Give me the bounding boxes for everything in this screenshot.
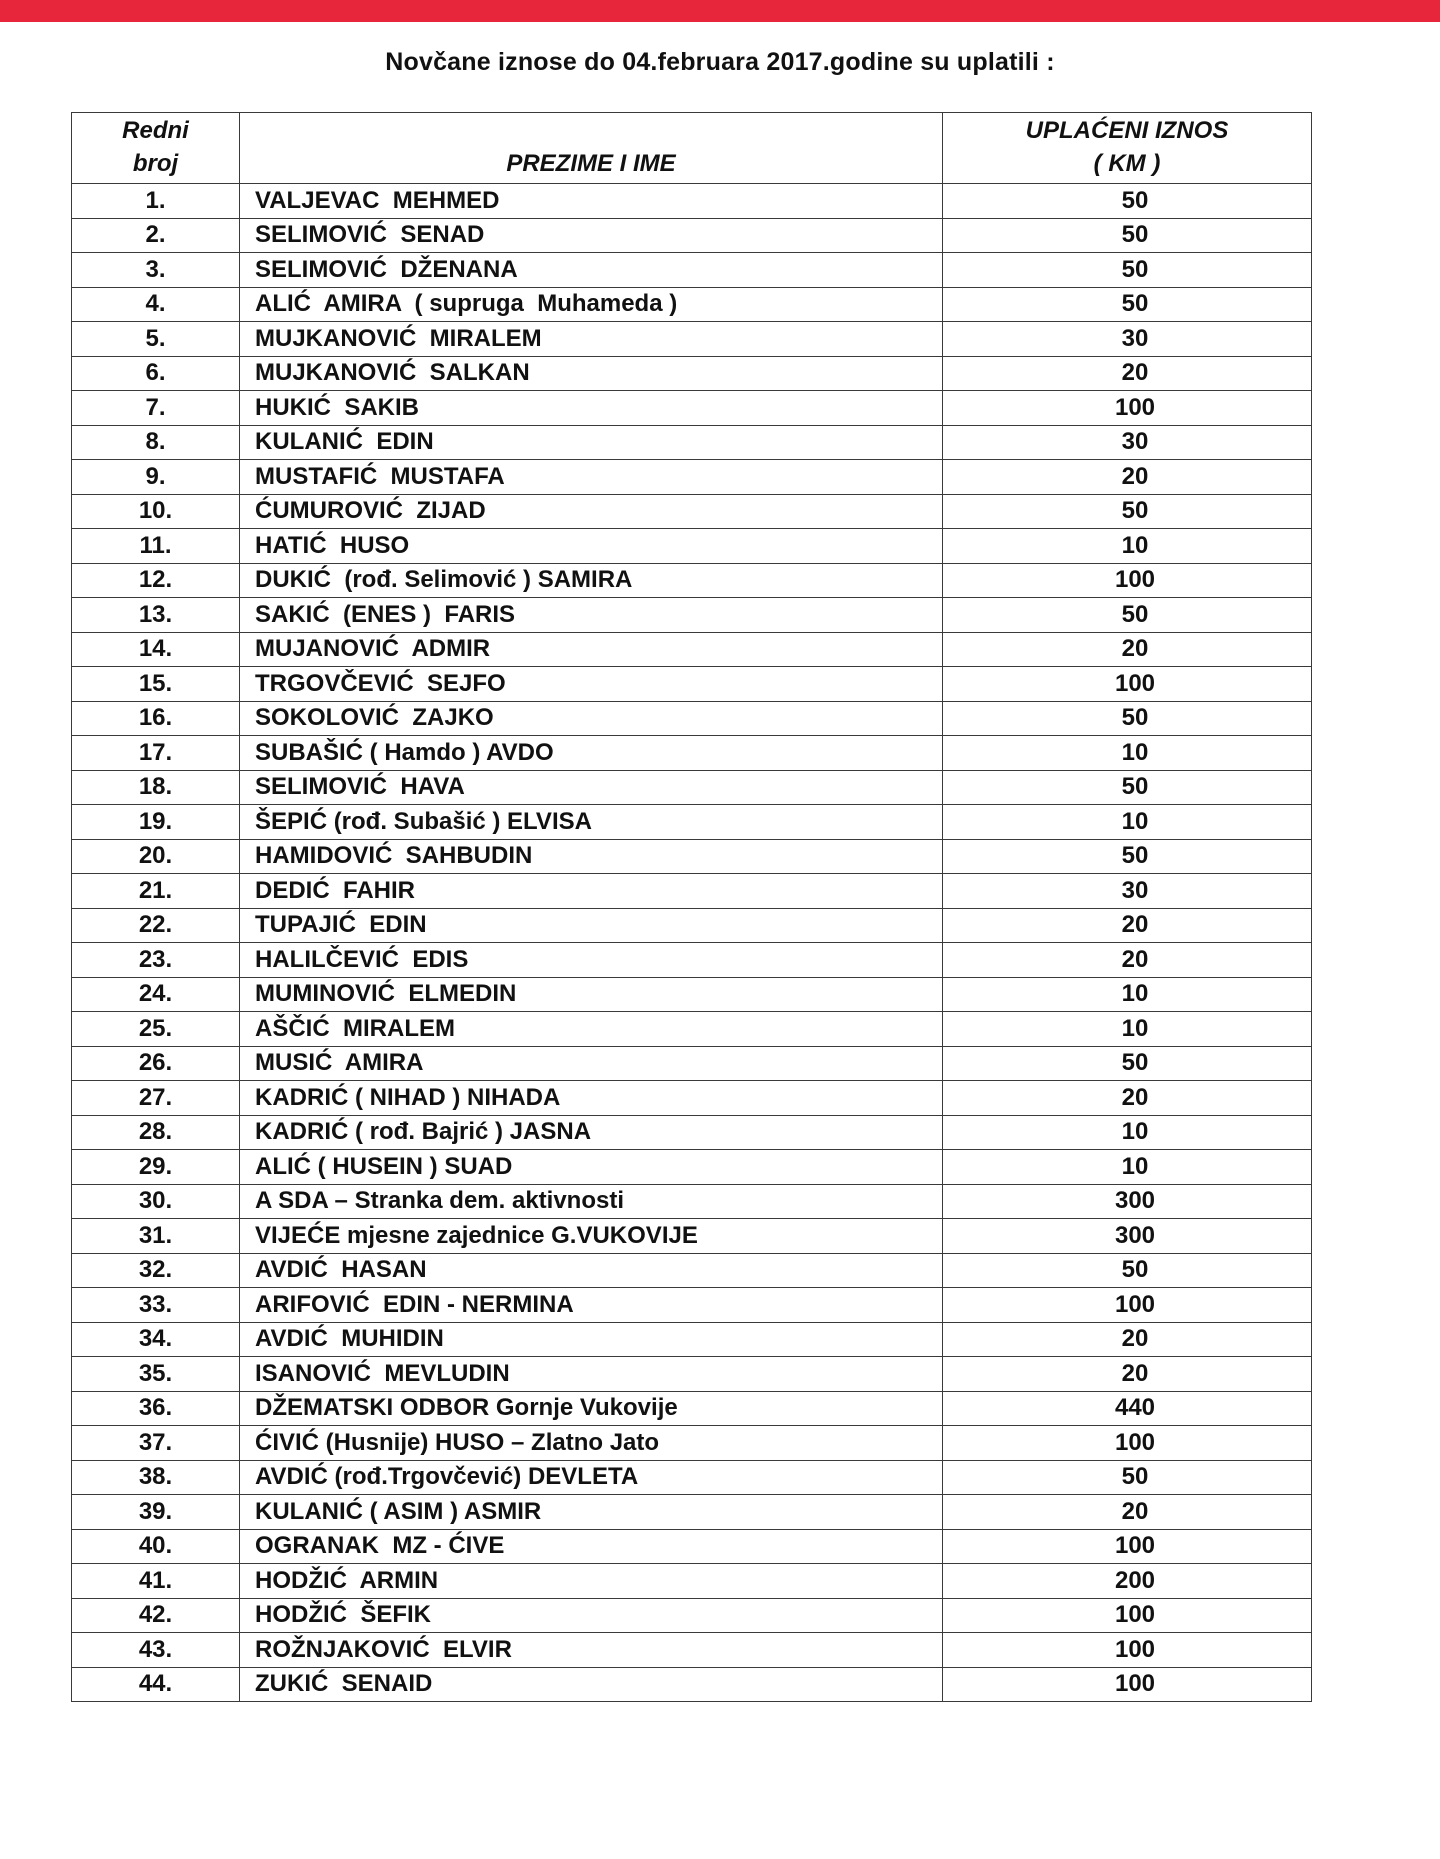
header-amount — [943, 113, 1312, 184]
row-number: 40. — [72, 1529, 240, 1564]
row-number: 44. — [72, 1667, 240, 1702]
table-row — [72, 218, 1312, 253]
row-number: 5. — [72, 322, 240, 357]
row-number: 34. — [72, 1322, 240, 1357]
donor-name: MUJKANOVIĆ MIRALEM — [240, 322, 943, 357]
row-number: 42. — [72, 1598, 240, 1633]
donor-name: MUJANOVIĆ ADMIR — [240, 632, 943, 667]
row-number: 6. — [72, 356, 240, 391]
donor-name: KADRIĆ ( rođ. Bajrić ) JASNA — [240, 1115, 943, 1150]
donation-amount: 30 — [943, 874, 1312, 909]
table-row — [72, 1529, 1312, 1564]
table-row — [72, 1012, 1312, 1047]
donation-amount: 50 — [943, 839, 1312, 874]
table-row — [72, 1150, 1312, 1185]
donor-name: ĆIVIĆ (Husnije) HUSO – Zlatno Jato — [240, 1426, 943, 1461]
top-red-band — [0, 0, 1440, 22]
donation-amount: 50 — [943, 598, 1312, 633]
header-name-label: PREZIME I IME — [506, 150, 676, 177]
donation-amount: 30 — [943, 322, 1312, 357]
row-number: 38. — [72, 1460, 240, 1495]
row-number: 3. — [72, 253, 240, 288]
donor-name: SUBAŠIĆ ( Hamdo ) AVDO — [240, 736, 943, 771]
row-number: 18. — [72, 770, 240, 805]
donations-table — [71, 112, 1312, 1702]
donor-name: ĆUMUROVIĆ ZIJAD — [240, 494, 943, 529]
donation-amount: 20 — [943, 1081, 1312, 1116]
table-row — [72, 1564, 1312, 1599]
row-number: 8. — [72, 425, 240, 460]
donor-name: AVDIĆ HASAN — [240, 1253, 943, 1288]
donor-name: DEDIĆ FAHIR — [240, 874, 943, 909]
table-row — [72, 460, 1312, 495]
table-row — [72, 184, 1312, 219]
row-number: 28. — [72, 1115, 240, 1150]
donor-name: AVDIĆ (rođ.Trgovčević) DEVLETA — [240, 1460, 943, 1495]
table-row — [72, 1219, 1312, 1254]
donation-amount: 200 — [943, 1564, 1312, 1599]
row-number: 33. — [72, 1288, 240, 1323]
donor-name: DŽEMATSKI ODBOR Gornje Vukovije — [240, 1391, 943, 1426]
donor-name: SELIMOVIĆ HAVA — [240, 770, 943, 805]
table-row — [72, 529, 1312, 564]
row-number: 1. — [72, 184, 240, 219]
table-row — [72, 287, 1312, 322]
donation-amount: 100 — [943, 1426, 1312, 1461]
donation-amount: 50 — [943, 253, 1312, 288]
donor-name: MUJKANOVIĆ SALKAN — [240, 356, 943, 391]
donation-amount: 100 — [943, 1598, 1312, 1633]
table-row — [72, 391, 1312, 426]
donation-amount: 50 — [943, 1046, 1312, 1081]
donor-name: ALIĆ ( HUSEIN ) SUAD — [240, 1150, 943, 1185]
donation-amount: 300 — [943, 1184, 1312, 1219]
donation-amount: 50 — [943, 184, 1312, 219]
donation-amount: 10 — [943, 1012, 1312, 1047]
row-number: 25. — [72, 1012, 240, 1047]
table-row — [72, 977, 1312, 1012]
table-row — [72, 1115, 1312, 1150]
donor-name: KULANIĆ EDIN — [240, 425, 943, 460]
donation-amount: 10 — [943, 1150, 1312, 1185]
donation-amount: 20 — [943, 356, 1312, 391]
table-row — [72, 943, 1312, 978]
table-row — [72, 839, 1312, 874]
table-row — [72, 1322, 1312, 1357]
table-row — [72, 805, 1312, 840]
row-number: 22. — [72, 908, 240, 943]
donor-name: SAKIĆ (ENES ) FARIS — [240, 598, 943, 633]
donor-name: KADRIĆ ( NIHAD ) NIHADA — [240, 1081, 943, 1116]
donation-amount: 50 — [943, 701, 1312, 736]
row-number: 29. — [72, 1150, 240, 1185]
donation-amount: 20 — [943, 908, 1312, 943]
donation-amount: 50 — [943, 1253, 1312, 1288]
donation-amount: 100 — [943, 1288, 1312, 1323]
donor-name: MUSTAFIĆ MUSTAFA — [240, 460, 943, 495]
donor-name: ŠEPIĆ (rođ. Subašić ) ELVISA — [240, 805, 943, 840]
table-row — [72, 563, 1312, 598]
row-number: 13. — [72, 598, 240, 633]
donor-name: KULANIĆ ( ASIM ) ASMIR — [240, 1495, 943, 1530]
row-number: 7. — [72, 391, 240, 426]
table-row — [72, 1046, 1312, 1081]
header-ordinal-line1: Redni — [122, 117, 189, 144]
donation-amount: 50 — [943, 770, 1312, 805]
header-amount-line1: UPLAĆENI IZNOS — [1025, 117, 1229, 144]
row-number: 20. — [72, 839, 240, 874]
row-number: 37. — [72, 1426, 240, 1461]
donor-name: ISANOVIĆ MEVLUDIN — [240, 1357, 943, 1392]
donor-name: MUSIĆ AMIRA — [240, 1046, 943, 1081]
donor-name: AVDIĆ MUHIDIN — [240, 1322, 943, 1357]
table-row — [72, 667, 1312, 702]
row-number: 39. — [72, 1495, 240, 1530]
table-row — [72, 701, 1312, 736]
donor-name: TRGOVČEVIĆ SEJFO — [240, 667, 943, 702]
table-row — [72, 1357, 1312, 1392]
table-row — [72, 1598, 1312, 1633]
donation-amount: 10 — [943, 529, 1312, 564]
table-row — [72, 632, 1312, 667]
donor-name: VALJEVAC MEHMED — [240, 184, 943, 219]
row-number: 21. — [72, 874, 240, 909]
donor-name: ARIFOVIĆ EDIN - NERMINA — [240, 1288, 943, 1323]
donation-amount: 10 — [943, 1115, 1312, 1150]
donation-amount: 100 — [943, 391, 1312, 426]
table-row — [72, 1667, 1312, 1702]
row-number: 17. — [72, 736, 240, 771]
table-row — [72, 736, 1312, 771]
donation-amount: 20 — [943, 1357, 1312, 1392]
donation-amount: 50 — [943, 287, 1312, 322]
row-number: 26. — [72, 1046, 240, 1081]
donor-name: ROŽNJAKOVIĆ ELVIR — [240, 1633, 943, 1668]
table-row — [72, 908, 1312, 943]
donor-name: DUKIĆ (rođ. Selimović ) SAMIRA — [240, 563, 943, 598]
donation-amount: 20 — [943, 460, 1312, 495]
donor-name: HAMIDOVIĆ SAHBUDIN — [240, 839, 943, 874]
donation-amount: 20 — [943, 1322, 1312, 1357]
row-number: 36. — [72, 1391, 240, 1426]
table-row — [72, 1184, 1312, 1219]
donor-name: SOKOLOVIĆ ZAJKO — [240, 701, 943, 736]
table-row — [72, 1081, 1312, 1116]
table-row — [72, 1460, 1312, 1495]
donation-amount: 30 — [943, 425, 1312, 460]
row-number: 30. — [72, 1184, 240, 1219]
donation-amount: 50 — [943, 1460, 1312, 1495]
donation-amount: 20 — [943, 943, 1312, 978]
donor-name: HATIĆ HUSO — [240, 529, 943, 564]
row-number: 27. — [72, 1081, 240, 1116]
table-row — [72, 425, 1312, 460]
row-number: 35. — [72, 1357, 240, 1392]
page-title: Novčane iznose do 04.februara 2017.godine su uplatili : — [385, 48, 1055, 76]
row-number: 10. — [72, 494, 240, 529]
table-row — [72, 598, 1312, 633]
donation-amount: 100 — [943, 667, 1312, 702]
header-ordinal — [72, 113, 240, 184]
donor-name: OGRANAK MZ - ĆIVE — [240, 1529, 943, 1564]
table-row — [72, 770, 1312, 805]
donation-amount: 50 — [943, 494, 1312, 529]
donor-name: HUKIĆ SAKIB — [240, 391, 943, 426]
table-row — [72, 1288, 1312, 1323]
table-row — [72, 494, 1312, 529]
donor-name: SELIMOVIĆ DŽENANA — [240, 253, 943, 288]
row-number: 16. — [72, 701, 240, 736]
donor-name: TUPAJIĆ EDIN — [240, 908, 943, 943]
donor-name: HALILČEVIĆ EDIS — [240, 943, 943, 978]
row-number: 32. — [72, 1253, 240, 1288]
donor-name: HODŽIĆ ARMIN — [240, 1564, 943, 1599]
row-number: 11. — [72, 529, 240, 564]
row-number: 43. — [72, 1633, 240, 1668]
donation-amount: 440 — [943, 1391, 1312, 1426]
row-number: 14. — [72, 632, 240, 667]
donation-amount: 10 — [943, 736, 1312, 771]
donation-amount: 100 — [943, 1529, 1312, 1564]
row-number: 9. — [72, 460, 240, 495]
header-name — [240, 113, 943, 184]
row-number: 23. — [72, 943, 240, 978]
table-row — [72, 322, 1312, 357]
header-ordinal-line2: broj — [132, 150, 179, 177]
donor-name: MUMINOVIĆ ELMEDIN — [240, 977, 943, 1012]
table-row — [72, 1426, 1312, 1461]
table-header-row — [72, 113, 1312, 184]
donor-name: ALIĆ AMIRA ( supruga Muhameda ) — [240, 287, 943, 322]
donation-amount: 10 — [943, 805, 1312, 840]
header-amount-line2: ( KM ) — [1093, 150, 1161, 177]
table-row — [72, 253, 1312, 288]
row-number: 4. — [72, 287, 240, 322]
donor-name: VIJEĆE mjesne zajednice G.VUKOVIJE — [240, 1219, 943, 1254]
donor-name: SELIMOVIĆ SENAD — [240, 218, 943, 253]
row-number: 41. — [72, 1564, 240, 1599]
donor-name: A SDA – Stranka dem. aktivnosti — [240, 1184, 943, 1219]
donation-amount: 10 — [943, 977, 1312, 1012]
row-number: 15. — [72, 667, 240, 702]
row-number: 12. — [72, 563, 240, 598]
donation-amount: 50 — [943, 218, 1312, 253]
row-number: 2. — [72, 218, 240, 253]
donation-amount: 100 — [943, 1633, 1312, 1668]
donation-amount: 100 — [943, 563, 1312, 598]
table-row — [72, 1253, 1312, 1288]
donation-amount: 20 — [943, 1495, 1312, 1530]
donor-name: HODŽIĆ ŠEFIK — [240, 1598, 943, 1633]
donation-amount: 20 — [943, 632, 1312, 667]
table-body — [72, 184, 1312, 1702]
table-row — [72, 1495, 1312, 1530]
row-number: 24. — [72, 977, 240, 1012]
row-number: 19. — [72, 805, 240, 840]
donation-amount: 100 — [943, 1667, 1312, 1702]
table-row — [72, 874, 1312, 909]
table-row — [72, 1391, 1312, 1426]
donor-name: ZUKIĆ SENAID — [240, 1667, 943, 1702]
table-row — [72, 1633, 1312, 1668]
table-row — [72, 356, 1312, 391]
donor-name: AŠČIĆ MIRALEM — [240, 1012, 943, 1047]
donation-amount: 300 — [943, 1219, 1312, 1254]
row-number: 31. — [72, 1219, 240, 1254]
